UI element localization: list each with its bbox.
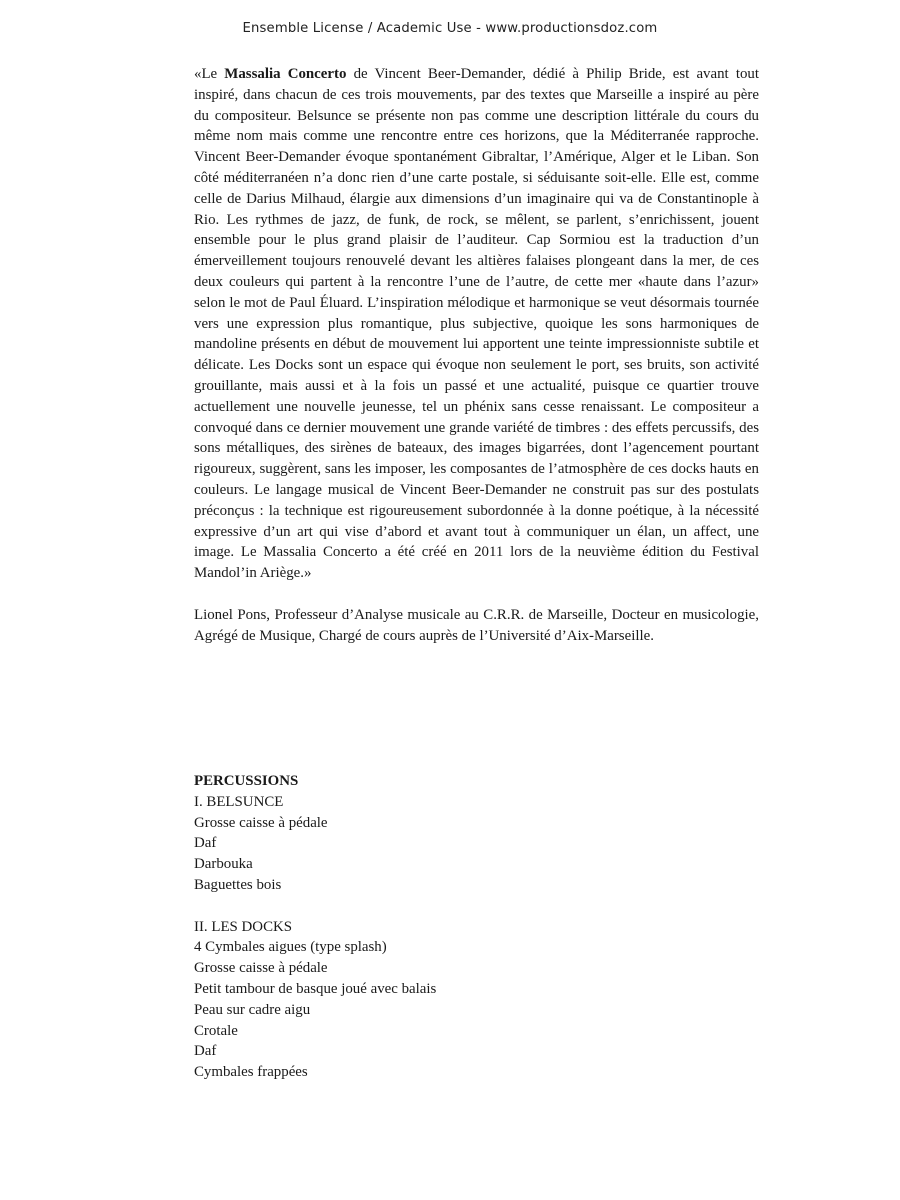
quote-body: de Vincent Beer-Demander, dédié à Philip Bride, est avant tout inspiré, dans chacun de ces trois mouvements, par des textes que Marseille a inspiré au père du compositeur. Belsunce se présente non pas comme une description littérale du cours du même nom mais comme une rencontre entre ces horizons, que la Méditerranée rapproche. Vincent Beer-Demander évoque spontanément Gibraltar, l’Amérique, Alger et le Liban. Son côté méditerranéen n’a donc rien d’une carte postale, si séduisante soit-elle. Elle est, comme celle de Darius Milhaud, élargie aux dimensions d’un imaginaire qui va de Constantinople à Rio. Les rythmes de jazz, de funk, de rock, se mêlent, se parlent, s’enrichissent, jouent ensemble pour le plus grand plaisir de l’auditeur. Cap Sormiou est la traduction d’un émerveillement toujours renouvelé devant les altières falaises plongeant dans la mer, de ces deux couleurs qui partent à la rencontre l’une de l’autre, de cette mer «haute dans l’azur» selon le mot de Paul Éluard. L’inspiration mélodique et harmonique se veut désormais tournée vers une expression plus romantique, plus subjective, quoique les sons harmoniques de mandoline présents en début de mouvement lui apportent une teinte impressionniste subtile et délicate. Les Docks sont un espace qui évoque non seulement le port, ses bruits, son activité grouillante, mais aussi et à la fois un passé et une actualité, puisque ce quartier trouve actuellement une nouvelle jeunesse, tel un phénix sans cesse renaissant. Le compositeur a convoqué dans ce dernier mouvement une grande variété de timbres : des effets percussifs, des sons métalliques, des sirènes de bateaux, des images bigarrées, dont l’agencement pourtant rigoureux, suggèrent, sans les imposer, les composantes de l’atmosphère de ces docks hauts en couleurs. Le langage musical de Vincent Beer-Demander ne construit pas sur des postulats préconçus : la technique est rigoureusement subordonnée à la donne poétique, à la nécessité expressive d’un art qui vise d’abord et avant tout à communiquer un élan, un affect, une image. Le Massalia Concerto a été créé en 2011 lors de la neuvième édition du Festival Mandol’in Ariège.» xyxy=(194,66,759,582)
concerto-title: Massalia Concerto xyxy=(224,66,347,82)
percussions-list xyxy=(194,771,759,1083)
instrument-item: Darbouka xyxy=(194,856,253,873)
instrument-item: Peau sur cadre aigu xyxy=(194,1001,311,1018)
instrument-item: Baguettes bois xyxy=(194,876,282,893)
document-body xyxy=(194,64,759,646)
instrument-item: Grosse caisse à pédale xyxy=(194,960,328,977)
percussion-section-belsunce xyxy=(194,792,759,896)
section-title: I. BELSUNCE xyxy=(194,793,284,810)
instrument-item: Petit tambour de basque joué avec balais xyxy=(194,980,437,997)
author-credit: Lionel Pons, Professeur d’Analyse musicale au C.R.R. de Marseille, Docteur en musicologie, Agrégé de Musique, Chargé de cours auprès de l’Université d’Aix-Marseille. xyxy=(194,606,759,644)
license-header: Ensemble License / Academic Use - www.productionsdoz.com xyxy=(242,21,658,36)
percussion-section-les-docks xyxy=(194,917,759,1083)
percussions-heading: PERCUSSIONS xyxy=(194,773,299,789)
instrument-item: 4 Cymbales aigues (type splash) xyxy=(194,939,387,956)
concerto-description xyxy=(194,64,759,584)
section-title: II. LES DOCKS xyxy=(194,918,293,935)
quote-open: «Le xyxy=(194,66,225,82)
instrument-item: Daf xyxy=(194,1043,217,1060)
instrument-item: Daf xyxy=(194,835,217,852)
instrument-item: Crotale xyxy=(194,1022,238,1039)
instrument-item: Grosse caisse à pédale xyxy=(194,814,328,831)
instrument-item: Cymbales frappées xyxy=(194,1064,308,1081)
